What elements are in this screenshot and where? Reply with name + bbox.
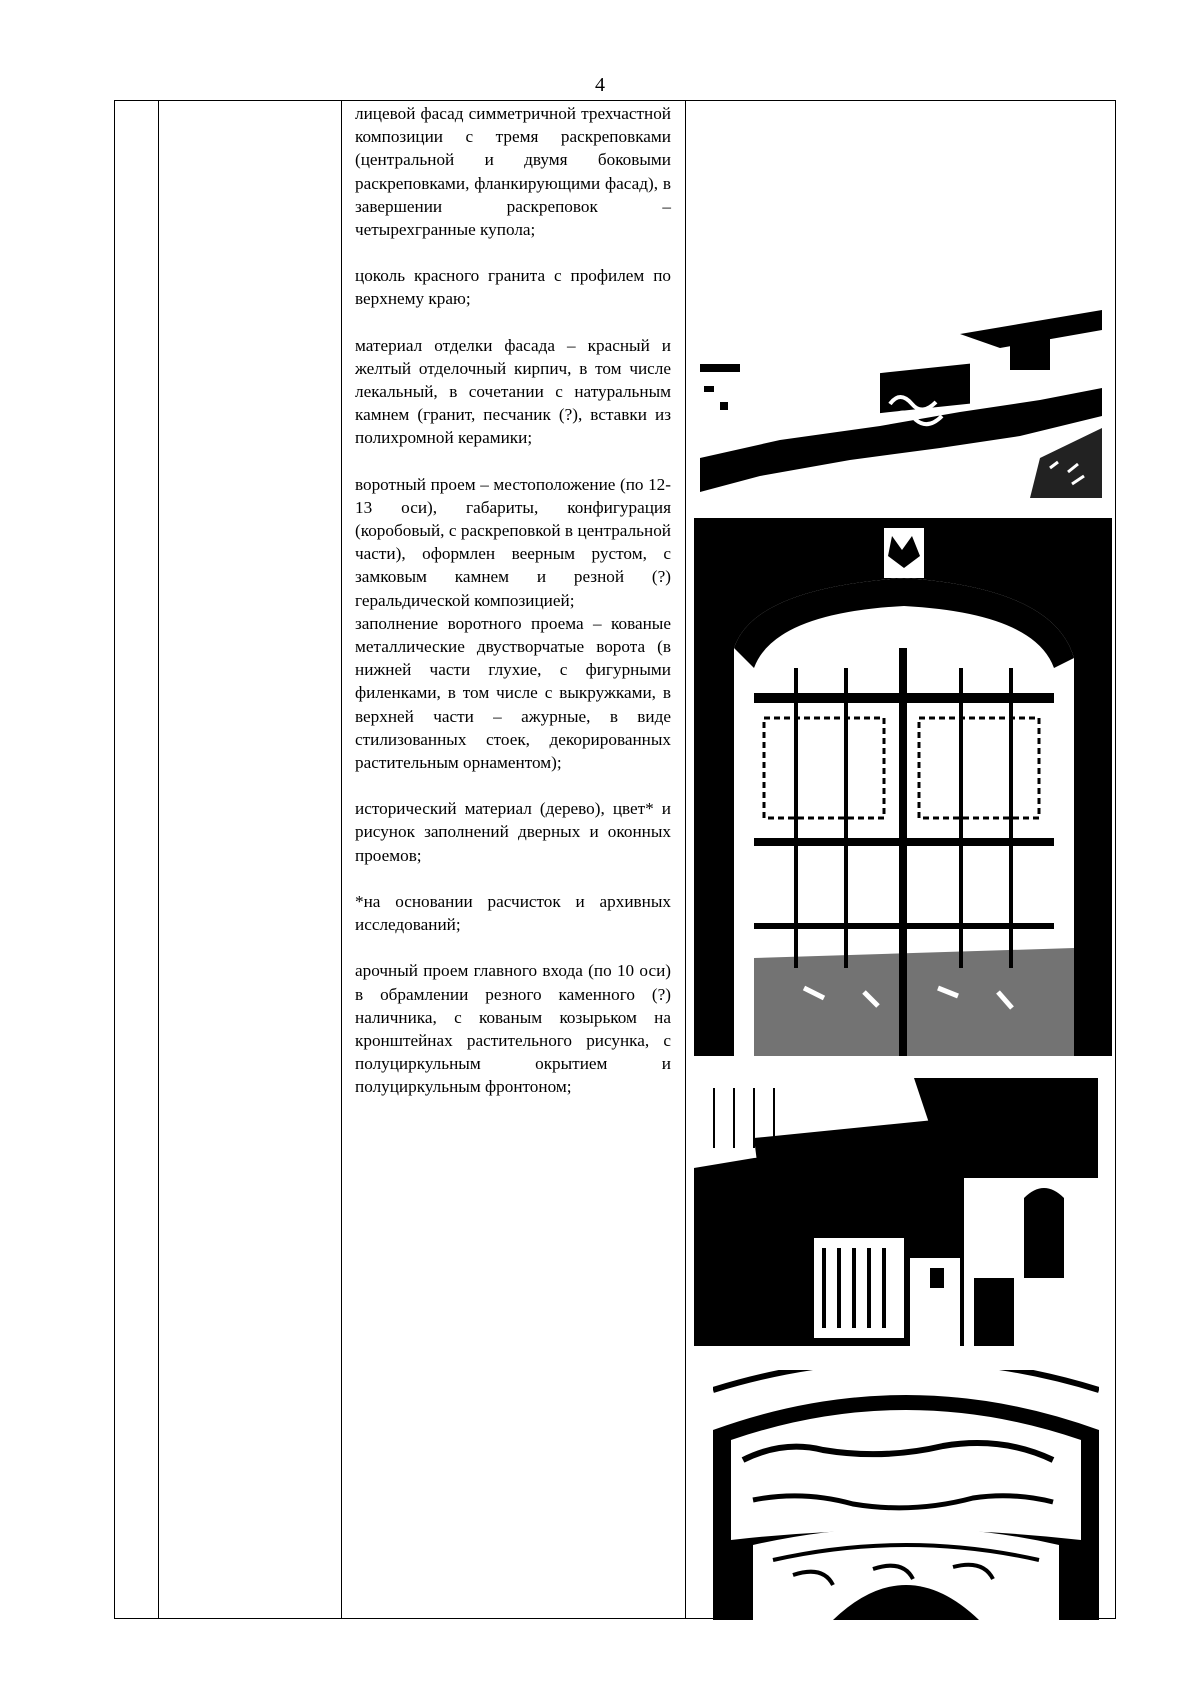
item-facade: лицевой фасад симметричной трехчастной композиции с тремя раскреповками (центральной и двумя боковыми раскреповками, фланкирующими фасад), в завершении раскреповок – четырехгранные купола; — [355, 104, 671, 240]
photo-main-entrance — [694, 1078, 1098, 1346]
description-column — [355, 102, 671, 1122]
item-historic-material: исторический материал (дерево), цвет* и рисунок заполнений дверных и оконных проемов; — [355, 799, 671, 865]
photo-arch — [713, 1370, 1099, 1620]
column-divider — [685, 101, 686, 1618]
item-gate-filling: заполнение воротного проема – кованые металлические двустворчатые ворота (в нижней части глухие, с фигурными филенками, в том числе с выкружками, в верхней части – ажурные, в виде стилизованных стоек, декорированных растительным орнаментом); — [355, 613, 671, 773]
item-footnote: *на основании расчисток и архивных исследований; — [355, 891, 671, 935]
photo-gate — [694, 518, 1112, 1056]
column-divider — [158, 101, 159, 1618]
item-finish-material: материал отделки фасада – красный и желтый отделочный кирпич, в том числе лекальный, в сочетании с натуральным камнем (гранит, песчаник (?), вставки из полихромной керамики; — [355, 335, 671, 448]
photo-facade-ceramic — [700, 308, 1102, 498]
column-divider — [341, 101, 342, 1618]
item-gate-opening: воротный проем – местоположение (по 12-13 оси), габариты, конфигурация (коробовый, с раскреповкой в центральной части), оформлен веерным рустом, с замковым камнем и резной (?) геральдической композицией; — [355, 474, 671, 610]
item-main-entrance: арочный проем главного входа (по 10 оси) в обрамлении резного каменного (?) наличника, с кованым козырьком на кронштейнах растительного рисунка, с полуциркульным окрытием и полуциркульным фронтоном; — [355, 961, 671, 1097]
page-number: 4 — [595, 74, 605, 96]
item-plinth: цоколь красного гранита с профилем по верхнему краю; — [355, 266, 671, 309]
